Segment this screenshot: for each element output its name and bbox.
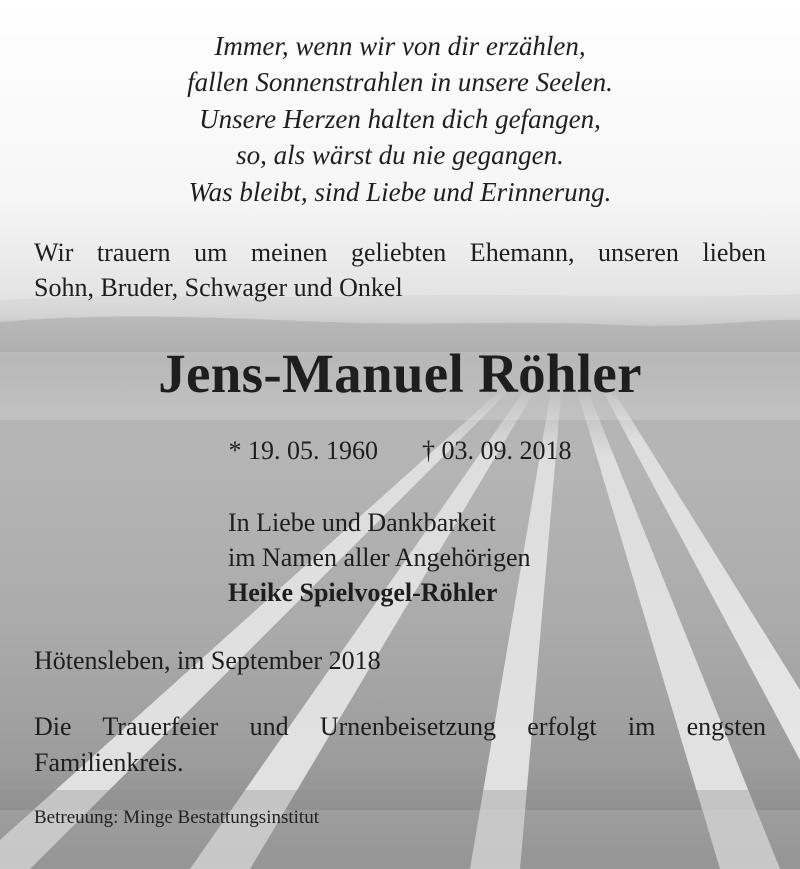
birth-date: * 19. 05. 1960 — [228, 436, 378, 465]
funeral-line: Familienkreis. — [34, 748, 184, 777]
signature-block — [228, 505, 531, 610]
verse-line: Was bleibt, sind Liebe und Erinnerung. — [188, 176, 612, 207]
signature-line: In Liebe und Dankbarkeit — [228, 508, 496, 537]
mourning-intro — [34, 235, 766, 305]
memorial-verse — [0, 28, 800, 210]
intro-line: Wir trauern um meinen geliebten Ehemann, unseren lieben — [34, 238, 766, 267]
funeral-notice — [34, 709, 766, 781]
verse-line: Unsere Herzen halten dich gefangen, — [199, 103, 601, 134]
deceased-name: Jens-Manuel Röhler — [158, 343, 642, 404]
verse-line: so, als wärst du nie gegangen. — [236, 140, 564, 171]
signatory-name: Heike Spielvogel-Röhler — [228, 578, 498, 607]
verse-line: Immer, wenn wir von dir erzählen, — [214, 31, 586, 61]
life-dates — [0, 433, 800, 469]
verse-line: fallen Sonnenstrahlen in unsere Seelen. — [187, 67, 613, 98]
place-and-date: Hötensleben, im September 2018 — [34, 646, 381, 675]
funeral-line: Die Trauerfeier und Urnenbeisetzung erfolgt im engsten — [34, 712, 766, 741]
death-date: † 03. 09. 2018 — [422, 436, 572, 465]
funeral-home-credit: Betreuung: Minge Bestattungsinstitut — [34, 807, 319, 828]
intro-line: Sohn, Bruder, Schwager und Onkel — [34, 273, 403, 302]
signature-line: im Namen aller Angehörigen — [228, 543, 531, 572]
